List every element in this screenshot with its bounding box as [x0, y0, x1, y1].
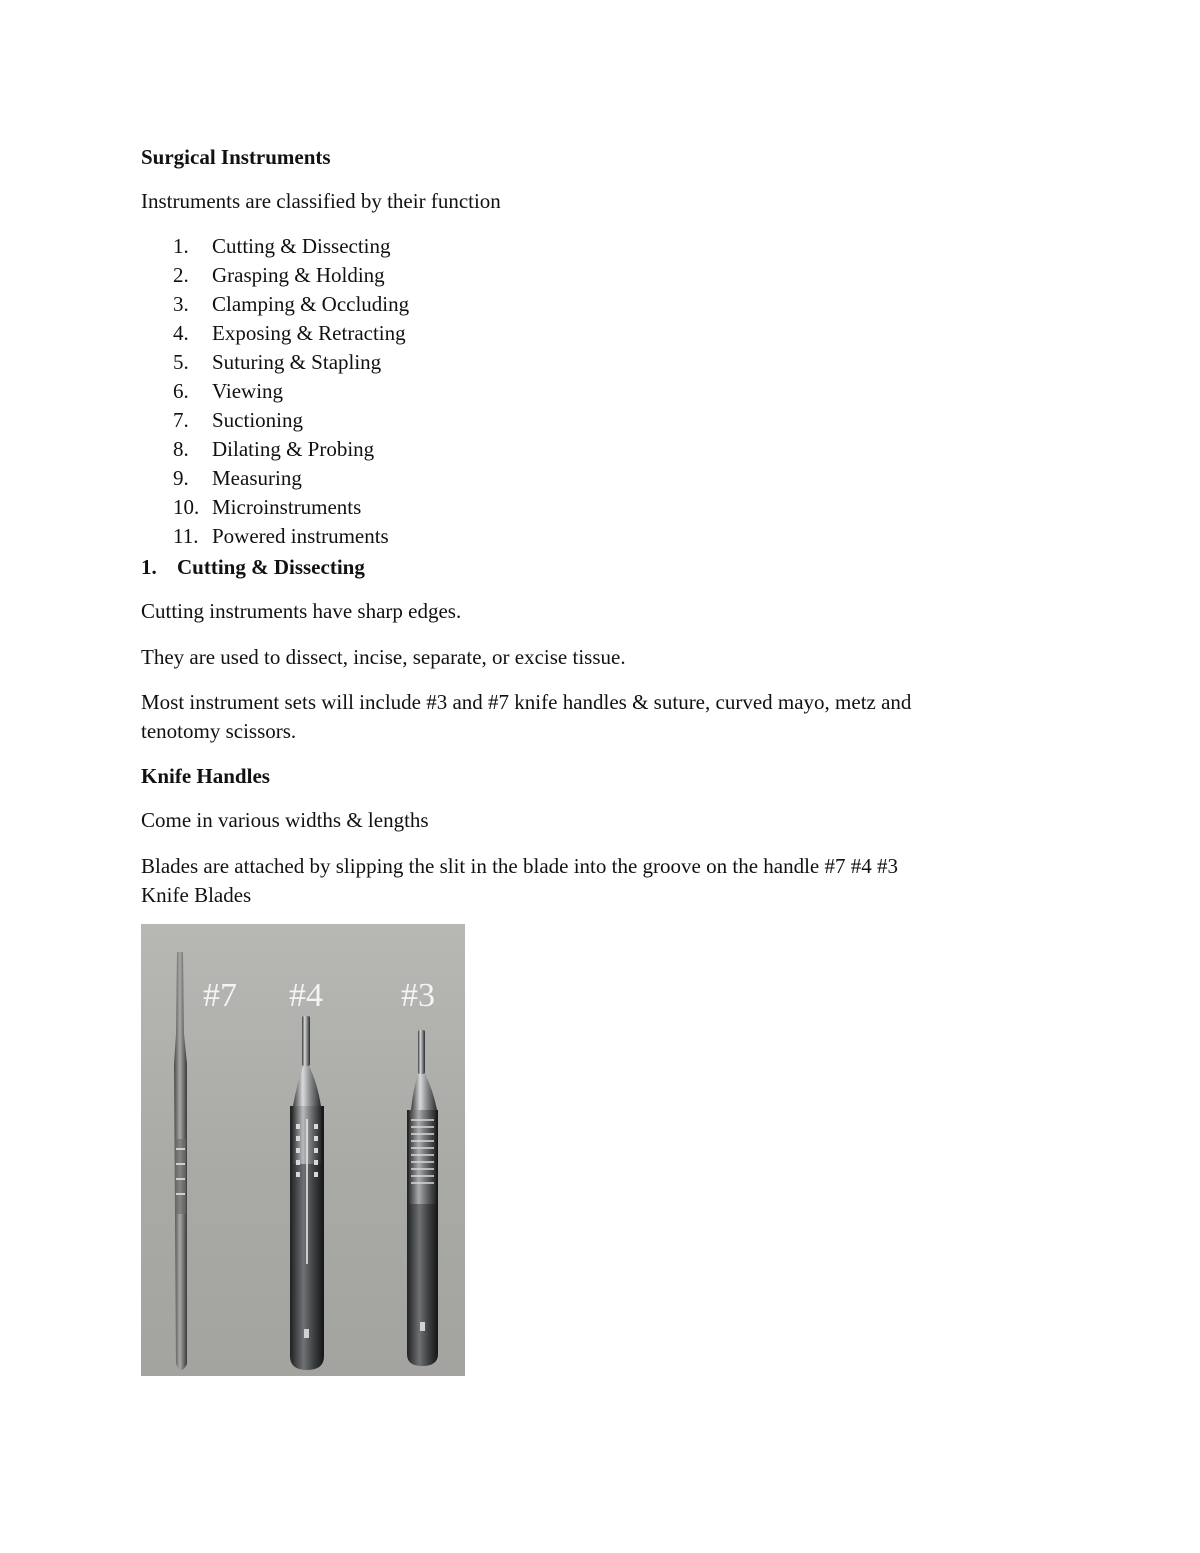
knife-handles-heading: Knife Handles	[141, 764, 270, 788]
cutting-para-1: Cutting instruments have sharp edges.	[141, 599, 462, 623]
list-item-number: 8.	[173, 437, 189, 461]
list-item-text: Suturing & Stapling	[212, 350, 382, 374]
knife-handle-3	[407, 1030, 438, 1366]
list-item-text: Viewing	[212, 379, 284, 403]
knife-handle-4	[290, 1016, 324, 1370]
knife-handle-7	[174, 952, 187, 1370]
photo-label-7: #7	[203, 977, 237, 1014]
list-item-text: Powered instruments	[212, 524, 389, 548]
knife-handles-para-2-line-2: Knife Blades	[141, 883, 252, 907]
list-item-number: 3.	[173, 292, 189, 316]
cutting-para-3-line-2: tenotomy scissors.	[141, 719, 297, 743]
list-item-number: 9.	[173, 466, 189, 490]
knife-handles-para-2-line-1: Blades are attached by slipping the slit in the blade into the groove on the handle #7 #4 #3	[141, 854, 898, 878]
list-item-text: Measuring	[212, 466, 302, 490]
photo-label-4: #4	[289, 977, 323, 1014]
list-item-text: Suctioning	[212, 408, 304, 432]
list-item-number: 4.	[173, 321, 189, 345]
cutting-para-3-line-1: Most instrument sets will include #3 and #7 knife handles & suture, curved mayo, metz and	[141, 690, 912, 714]
list-item-number: 10.	[173, 495, 200, 519]
knife-handles-photo	[141, 924, 465, 1376]
cutting-para-2: They are used to dissect, incise, separate, or excise tissue.	[141, 645, 626, 669]
section-number: 1.	[141, 555, 157, 579]
list-item-number: 11.	[173, 524, 199, 548]
list-item-text: Grasping & Holding	[212, 263, 385, 287]
list-item-number: 5.	[173, 350, 189, 374]
list-item-text: Microinstruments	[212, 495, 362, 519]
list-item-number: 6.	[173, 379, 189, 403]
knife-handles-para-1: Come in various widths & lengths	[141, 808, 429, 832]
list-item-text: Cutting & Dissecting	[212, 234, 391, 258]
intro-text: Instruments are classified by their function	[141, 189, 501, 213]
photo-label-3: #3	[401, 977, 435, 1014]
section-title: Cutting & Dissecting	[177, 555, 365, 579]
list-item-number: 7.	[173, 408, 189, 432]
list-item-number: 2.	[173, 263, 189, 287]
list-item-text: Dilating & Probing	[212, 437, 375, 461]
list-item-number: 1.	[173, 234, 189, 258]
page-title: Surgical Instruments	[141, 145, 331, 169]
list-item-text: Clamping & Occluding	[212, 292, 410, 316]
list-item-text: Exposing & Retracting	[212, 321, 406, 345]
